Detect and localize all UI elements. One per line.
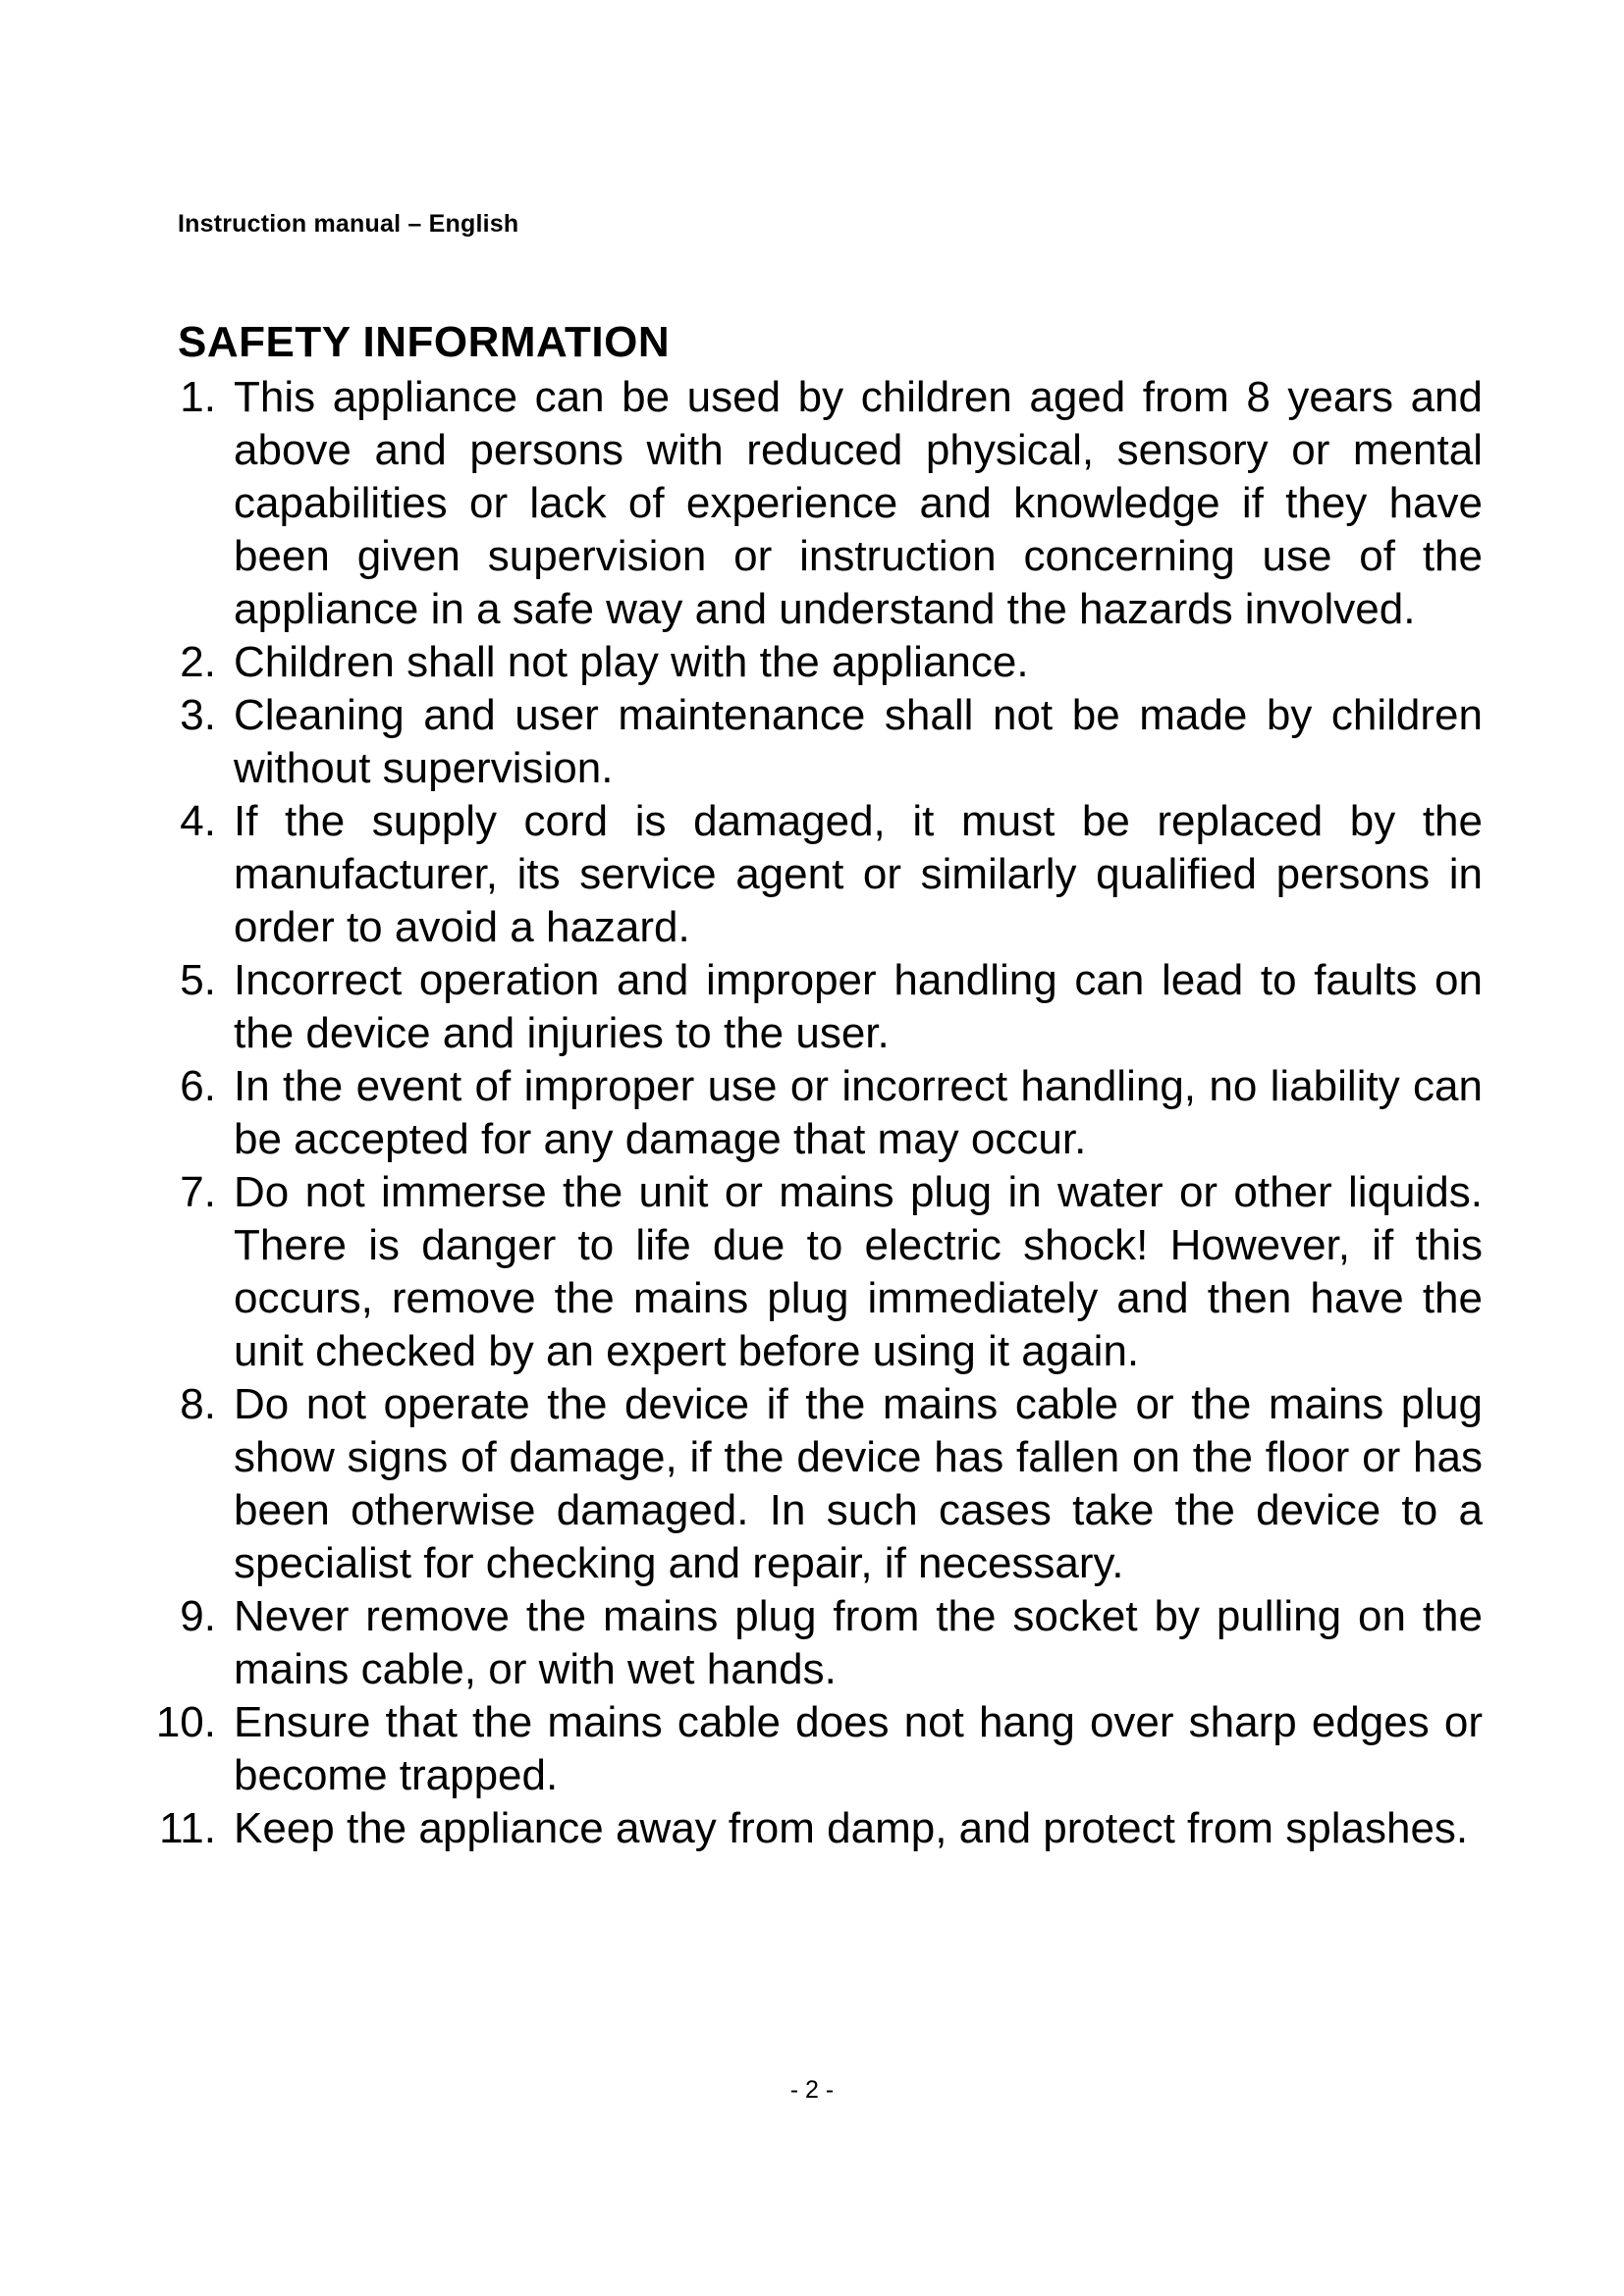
section-title: SAFETY INFORMATION [178,318,671,366]
item-number: 7. [180,1168,216,1216]
item-text: In the event of improper use or incorrect handling, no liability can be accepted for any damage that may occur. [234,1062,1483,1163]
item-text: Keep the appliance away from damp, and protect from splashes. [234,1804,1469,1852]
list-item [147,1696,1483,1802]
item-text: This appliance can be used by children aged from 8 years and above and persons with reduced physical, sensory or mental capabilities or lack of experience and knowledge if they have been given supervision or instruction concerning use of the appliance in a safe way and understand the hazards involved. [234,373,1483,633]
item-number: 1. [180,373,216,421]
item-number: 3. [180,691,216,739]
item-text: Children shall not play with the appliance. [234,638,1029,686]
document-header: Instruction manual – English [178,210,519,238]
item-text: Do not operate the device if the mains cable or the mains plug show signs of damage, if the device has fallen on the floor or has been otherwise damaged. In such cases take the device to a specialist for checking and repair, if necessary. [234,1380,1483,1587]
list-item [147,1378,1483,1590]
item-number: 8. [180,1380,216,1428]
item-text: Cleaning and user maintenance shall not be made by children without supervision. [234,691,1483,792]
item-text: If the supply cord is damaged, it must be replaced by the manufacturer, its service agent or similarly qualified persons in order to avoid a hazard. [234,797,1483,951]
item-text: Do not immerse the unit or mains plug in water or other liquids. There is danger to life due to electric shock! However, if this occurs, remove the mains plug immediately and then have the unit checked by an expert before using it again. [234,1168,1483,1375]
item-number: 11. [159,1804,216,1852]
list-item [147,689,1483,795]
list-item [147,1060,1483,1166]
list-item [147,371,1483,636]
item-text: Incorrect operation and improper handling can lead to faults on the device and injuries to the user. [234,956,1483,1057]
item-number: 9. [180,1592,216,1640]
item-number: 10. [155,1698,216,1746]
page-number: - 2 - [789,2076,835,2104]
list-item [147,795,1483,954]
list-item [147,636,1483,689]
item-text: Never remove the mains plug from the socket by pulling on the mains cable, or with wet hands. [234,1592,1483,1693]
item-number: 2. [180,638,216,686]
safety-list [147,371,1483,1855]
item-number: 4. [180,797,216,845]
item-text: Ensure that the mains cable does not hang over sharp edges or become trapped. [234,1698,1483,1799]
item-number: 5. [180,956,216,1004]
list-item [147,1802,1483,1855]
list-item [147,1590,1483,1696]
list-item [147,954,1483,1060]
item-number: 6. [180,1062,216,1110]
list-item [147,1166,1483,1378]
